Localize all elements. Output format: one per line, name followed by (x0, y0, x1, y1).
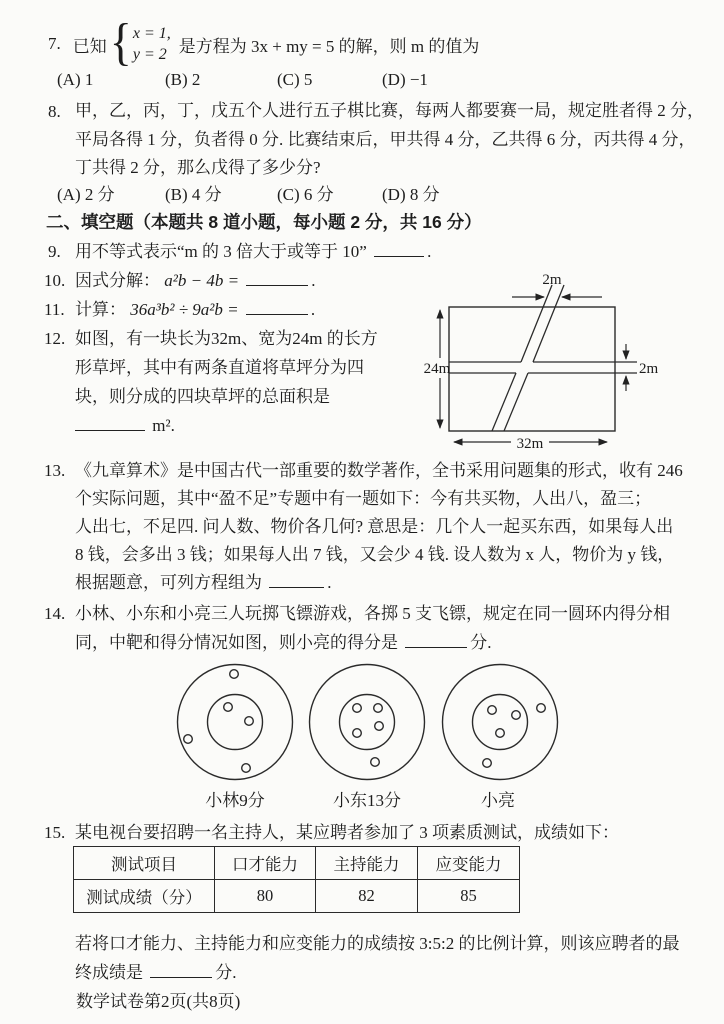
dartboard-xiaolin (178, 665, 293, 780)
answer-blank (246, 300, 308, 315)
table-score-cell: 85 (418, 880, 520, 913)
outer-ring (443, 665, 558, 780)
question-15-line: 若将口才能力、主持能力和应变能力的成绩按 3:5:2 的比例计算，则该应聘者的最 (75, 934, 680, 953)
dimension-left-label: 24m (423, 361, 451, 377)
question-11-tail: . (310, 300, 316, 319)
question-12 (0, 324, 430, 440)
question-11-number: 11. (44, 300, 65, 319)
dartboard-xiaoliang (443, 665, 558, 780)
lawn-figure (413, 266, 663, 456)
question-8-options (57, 181, 707, 209)
question-8 (0, 97, 724, 183)
inner-ring (208, 695, 263, 750)
question-14 (0, 599, 724, 657)
lawn-rectangle (449, 307, 615, 431)
question-11-label: 计算： (75, 300, 126, 319)
table-score-cell: 80 (215, 880, 316, 913)
table-header-cell: 主持能力 (316, 847, 418, 880)
question-12-line: 块，则分成的四块草坪的总面积是 (75, 387, 330, 406)
question-13-line: 8 钱，会多出 3 钱；如果每人出 7 钱，又会少 4 钱. 设人数为 x 人，物价为 y 钱， (75, 545, 675, 564)
question-8-line: 丁共得 2 分，那么戊得了多少分? (75, 158, 321, 177)
dart-dot (242, 764, 251, 773)
dart-dot (375, 722, 384, 731)
question-14-number: 14. (44, 604, 66, 623)
q8-option-c: (C) 6 分 (277, 185, 334, 204)
question-8-line: 甲，乙，丙，丁，戊五个人进行五子棋比赛，每两人都要赛一局，规定胜者得 2 分， (75, 101, 704, 120)
question-14-line: 小林、小东和小亮三人玩掷飞镖游戏，各掷 5 支飞镖，规定在同一圆环内得分相 (75, 604, 670, 623)
question-12-tail: m². (152, 416, 175, 435)
question-11-expression: 36a³b² ÷ 9a²b = (130, 300, 239, 319)
system-equation-1: x = 1, (132, 25, 171, 42)
outer-ring (178, 665, 293, 780)
q7-option-d: (D) −1 (382, 70, 428, 89)
question-10-expression: a²b − 4b = (164, 271, 240, 290)
section-2-header: 二、填空题（本题共 8 道小题，每小题 2 分，共 16 分） (46, 212, 482, 232)
answer-blank (75, 416, 145, 431)
answer-blank (246, 271, 308, 286)
question-13-line: 根据题意，可列方程组为 (75, 573, 262, 592)
q8-option-d: (D) 8 分 (382, 185, 440, 204)
dart-dot (512, 711, 521, 720)
question-13-tail: . (327, 573, 332, 592)
question-13-number: 13. (44, 461, 66, 480)
dart-dot (496, 729, 505, 738)
table-score-cell: 82 (316, 880, 418, 913)
question-9 (0, 237, 724, 266)
question-13-line: 人出七，不足四. 问人数、物价各几何? 意思是：几个人一起买东西，如果每人出 (75, 517, 674, 536)
question-13-line: 《九章算术》是中国古代一部重要的数学著作，全书采用问题集的形式，收有 246 (75, 461, 683, 480)
table-score-row (74, 880, 520, 913)
question-15-intro: 某电视台要招聘一名主持人，某应聘者参加了 3 项素质测试，成绩如下： (75, 823, 619, 842)
q7-option-b: (B) 2 (165, 70, 201, 89)
question-7-number: 7. (48, 34, 61, 53)
dartboard-xiaodong (310, 665, 425, 780)
dartboard-label-xiaolin: 小林9分 (205, 791, 265, 810)
score-table (73, 846, 520, 913)
table-header-cell: 口才能力 (215, 847, 316, 880)
question-7-pre-text: 已知 (72, 36, 107, 56)
question-15-number: 15. (44, 823, 66, 842)
question-9-number: 9. (48, 242, 61, 261)
answer-blank (374, 242, 424, 257)
dart-dot (224, 703, 233, 712)
dart-dot (245, 717, 254, 726)
dart-dot (371, 758, 380, 767)
table-header-cell: 应变能力 (418, 847, 520, 880)
dimension-bottom-label: 32m (516, 436, 544, 452)
table-header-cell: 测试项目 (74, 847, 215, 880)
dartboards-figure (150, 652, 580, 802)
answer-blank (150, 963, 212, 978)
dartboard-label-xiaodong: 小东13分 (333, 791, 401, 810)
answer-blank (405, 633, 467, 648)
dartboard-label-xiaoliang: 小亮 (481, 791, 515, 810)
outer-ring (310, 665, 425, 780)
question-9-text: 用不等式表示“m 的 3 倍大于或等于 10” (75, 242, 367, 261)
q8-option-b: (B) 4 分 (165, 185, 222, 204)
dimension-top-label: 2m (542, 272, 562, 288)
dart-dot (230, 670, 239, 679)
dart-dot (374, 704, 383, 713)
q7-option-a: (A) 1 (57, 70, 94, 89)
system-equation-2: y = 2 (132, 46, 167, 63)
dimension-right-label: 2m (639, 361, 659, 377)
question-13-line: 个实际问题，其中“盈不足”专题中有一题如下：今有共买物，人出八，盈三； (75, 489, 652, 508)
inner-ring (473, 695, 528, 750)
equation-system (133, 23, 171, 65)
question-13 (0, 457, 724, 597)
dart-dot (488, 706, 497, 715)
question-7-post-text: 是方程为 3x + my = 5 的解，则 m 的值为 (178, 36, 480, 56)
question-7-options (57, 66, 707, 94)
inner-ring (340, 695, 395, 750)
dart-dot (353, 704, 362, 713)
q8-option-a: (A) 2 分 (57, 185, 115, 204)
question-14-tail: 分. (470, 633, 492, 652)
table-row-label: 测试成绩（分） (74, 880, 215, 913)
page-footer: 数学试卷第2页(共8页) (76, 992, 241, 1011)
question-10-label: 因式分解： (75, 271, 160, 290)
question-15-tail: 分. (215, 963, 237, 982)
table-header-row (74, 847, 520, 880)
dart-dot (537, 704, 546, 713)
dart-dot (184, 735, 193, 744)
horizontal-road (449, 362, 637, 373)
question-12-line: 形草坪，其中有两条直道将草坪分为四 (75, 358, 364, 377)
question-10-tail: . (311, 271, 316, 290)
question-10-number: 10. (44, 271, 66, 290)
question-9-tail: . (427, 242, 432, 261)
question-15 (0, 818, 724, 847)
answer-blank (269, 573, 324, 588)
question-15-continued (0, 929, 724, 987)
question-8-line: 平局各得 1 分，负者得 0 分. 比赛结束后，甲共得 4 分，乙共得 6 分，丙共得 4 分， (75, 129, 696, 149)
question-7 (48, 14, 479, 74)
question-8-number: 8. (48, 102, 61, 121)
dart-dot (483, 759, 492, 768)
question-12-line: 如图，有一块长为32m、宽为24m 的长方 (75, 329, 378, 348)
system-brace: { (109, 12, 132, 71)
q7-option-c: (C) 5 (277, 70, 313, 89)
dart-dot (353, 729, 362, 738)
question-14-line: 同，中靶和得分情况如图，则小亮的得分是 (75, 633, 398, 652)
question-15-line: 终成绩是 (75, 963, 143, 982)
question-12-number: 12. (44, 329, 66, 348)
